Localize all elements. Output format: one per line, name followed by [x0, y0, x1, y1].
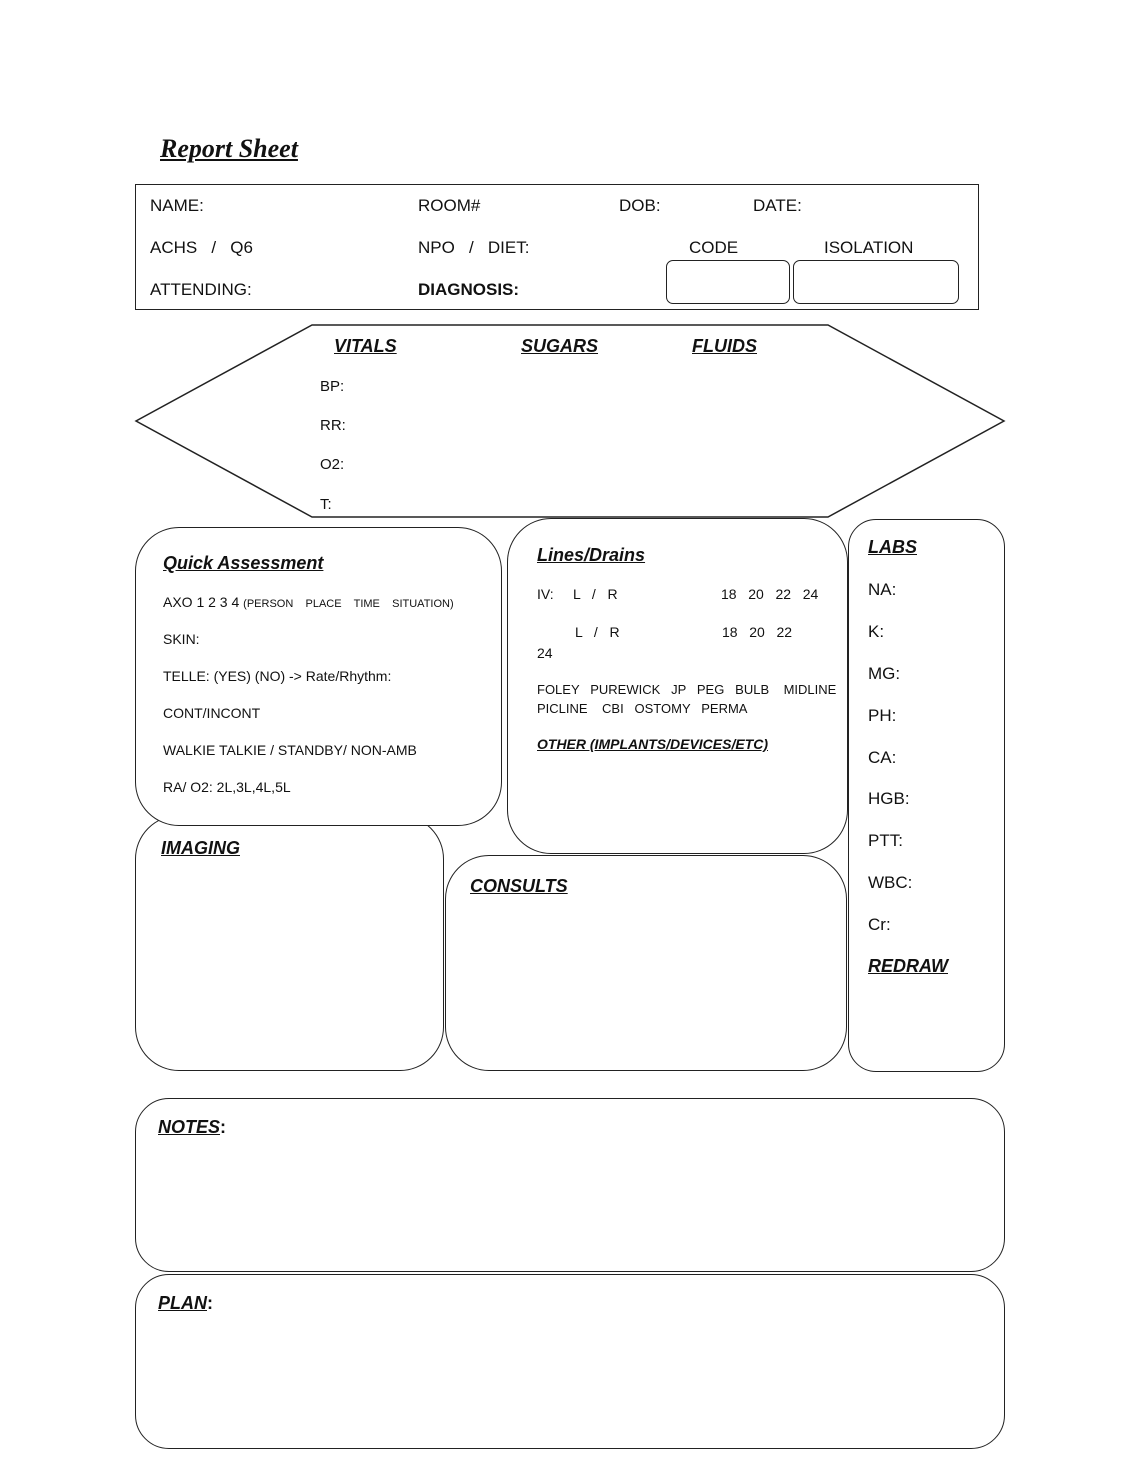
axo-label: AXO 1 2 3 4 — [163, 594, 240, 610]
lab-ptt: PTT: — [868, 831, 903, 850]
page-title: Report Sheet — [160, 134, 298, 163]
lab-k: K: — [868, 622, 885, 641]
iv-label: IV: — [537, 586, 554, 602]
axo-line — [163, 594, 454, 610]
dob-label: DOB: — [619, 196, 661, 215]
iv-size-wrap: 24 — [537, 645, 553, 661]
iv-side-1: L / R — [573, 586, 618, 602]
continence-label: CONT/INCONT — [163, 705, 261, 721]
oxygen-label: RA/ O2: 2L,3L,4L,5L — [163, 779, 291, 795]
plan-panel — [135, 1274, 1005, 1449]
notes-panel — [135, 1098, 1005, 1272]
skin-label: SKIN: — [163, 631, 200, 647]
code-label: CODE — [689, 238, 739, 257]
date-label: DATE: — [753, 196, 802, 215]
vitals-heading: VITALS — [334, 336, 397, 356]
telle-label: TELLE: (YES) (NO) -> Rate/Rhythm: — [163, 668, 392, 684]
imaging-heading: IMAGING — [161, 838, 240, 858]
notes-heading: NOTES — [158, 1117, 221, 1137]
devices-line-2: PICLINE CBI OSTOMY PERMA — [537, 701, 748, 716]
iv-side-2: L / R — [575, 624, 620, 640]
redraw-heading: REDRAW — [868, 956, 948, 976]
isolation-label: ISOLATION — [824, 238, 914, 257]
consults-heading: CONSULTS — [470, 876, 568, 896]
notes-colon: : — [220, 1117, 227, 1137]
name-label: NAME: — [150, 196, 204, 215]
plan-heading: PLAN — [158, 1293, 207, 1313]
sugars-heading: SUGARS — [521, 336, 599, 356]
notes-heading-line — [158, 1117, 226, 1138]
lab-mg: MG: — [868, 664, 901, 683]
bp-label: BP: — [320, 378, 345, 395]
devices-line-1: FOLEY PUREWICK JP PEG BULB MIDLINE — [537, 682, 837, 697]
rr-label: RR: — [320, 417, 346, 434]
temp-label: T: — [320, 496, 332, 513]
labs-heading: LABS — [868, 537, 917, 557]
lab-cr: Cr: — [868, 915, 891, 934]
quick-assessment-heading: Quick Assessment — [163, 553, 324, 573]
lines-drains-heading: Lines/Drains — [537, 545, 646, 565]
attending-label: ATTENDING: — [150, 280, 252, 299]
fluids-heading: FLUIDS — [692, 336, 757, 356]
room-label: ROOM# — [418, 196, 481, 215]
lab-na: NA: — [868, 580, 897, 599]
mobility-label: WALKIE TALKIE / STANDBY/ NON-AMB — [163, 742, 417, 758]
axo-detail: (PERSON PLACE TIME SITUATION) — [243, 598, 454, 610]
lab-ca: CA: — [868, 748, 897, 767]
plan-heading-line — [158, 1293, 213, 1314]
lab-ph: PH: — [868, 706, 897, 725]
other-devices-heading: OTHER (IMPLANTS/DEVICES/ETC) — [537, 736, 769, 752]
iv-sizes-2: 18 20 22 — [722, 624, 793, 640]
lab-hgb: HGB: — [868, 789, 910, 808]
diagnosis-label: DIAGNOSIS: — [418, 280, 520, 299]
plan-colon: : — [207, 1293, 213, 1313]
o2-label: O2: — [320, 456, 345, 473]
lab-wbc: WBC: — [868, 873, 913, 892]
achs-label: ACHS / Q6 — [150, 238, 253, 257]
iv-sizes-1: 18 20 22 24 — [721, 586, 819, 602]
npo-diet-label: NPO / DIET: — [418, 238, 530, 257]
